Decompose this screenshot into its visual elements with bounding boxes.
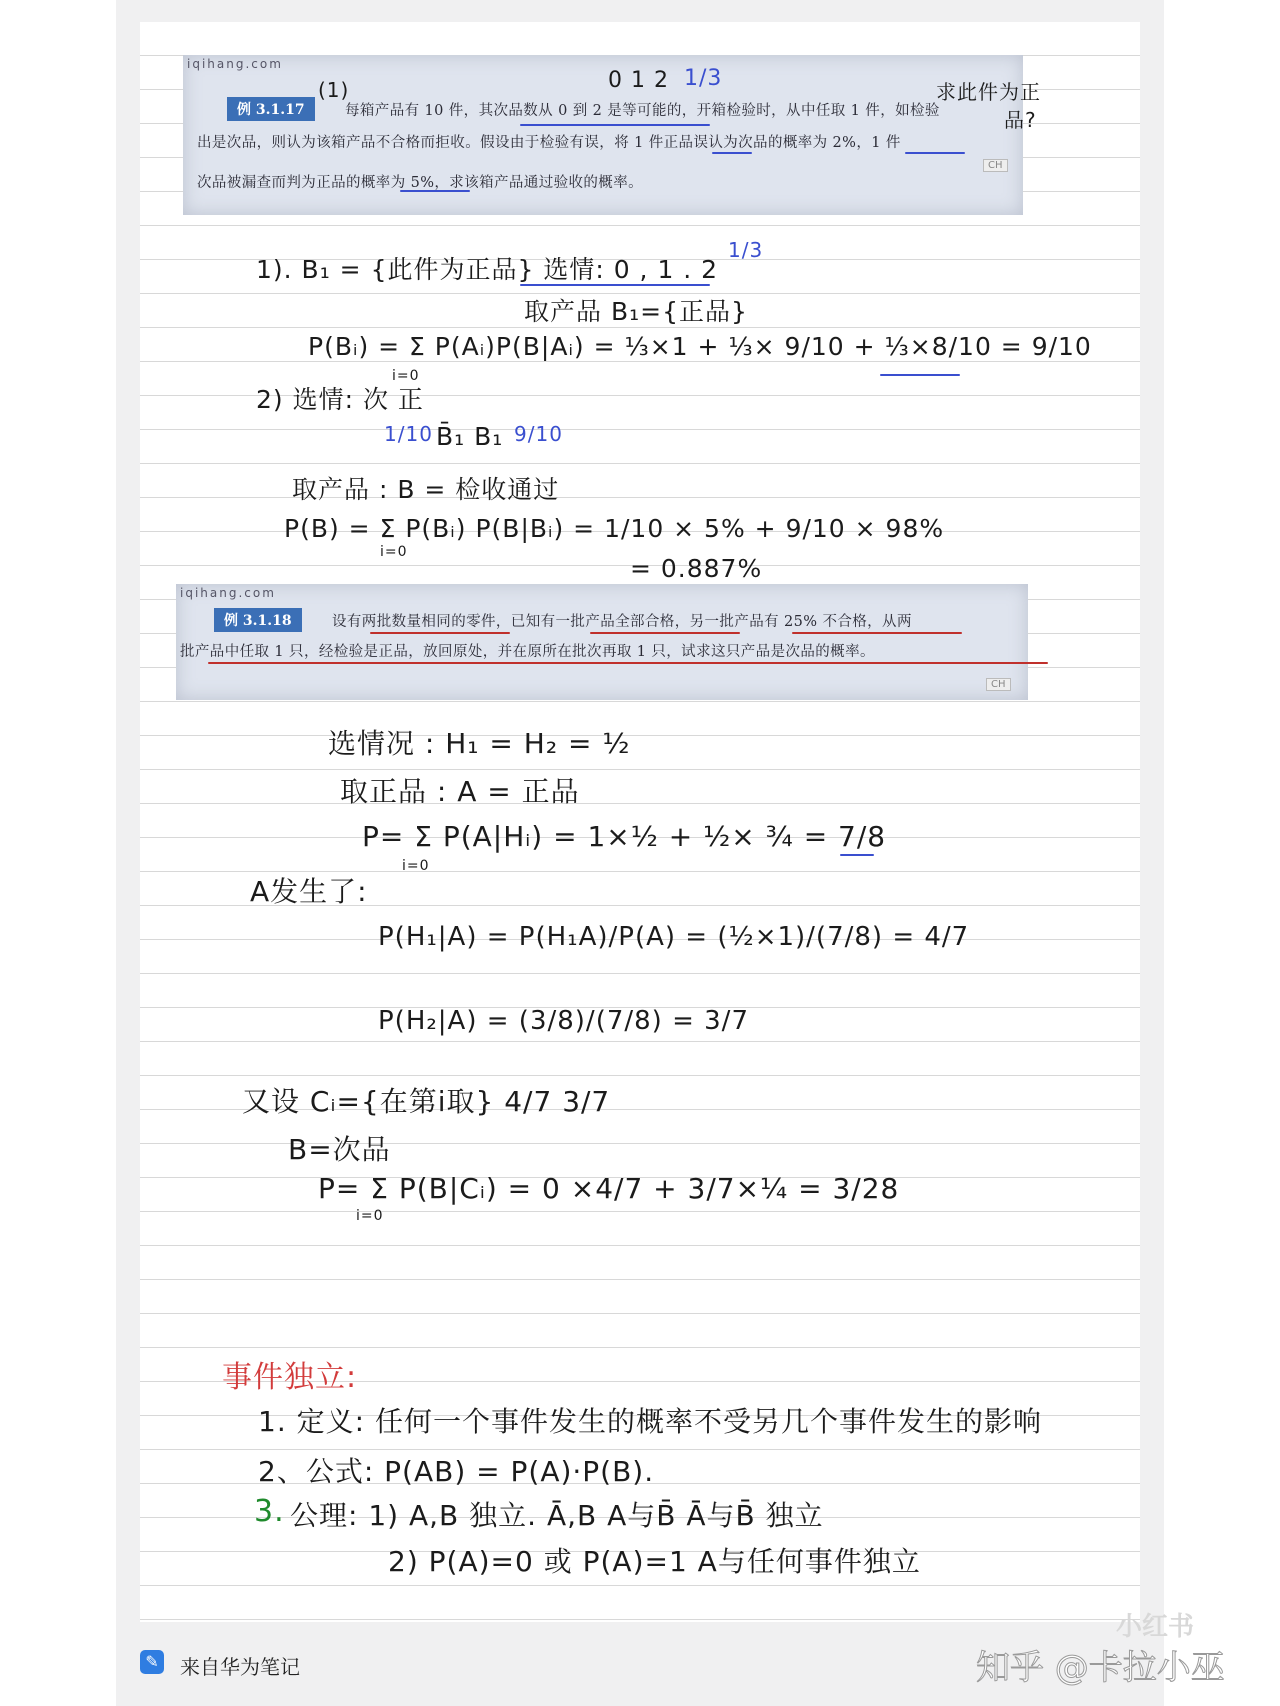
underline-mark — [712, 152, 752, 154]
hw-subscript: i=0 — [356, 1208, 384, 1224]
hw-result: = 0.887% — [630, 554, 763, 583]
hw-formula: P(H₂|A) = (3/8)/(7/8) = 3/7 — [378, 1006, 749, 1036]
hw-fraction: 1/3 — [728, 238, 764, 262]
underline-mark — [880, 374, 960, 376]
hw-subscript: i=0 — [380, 544, 408, 560]
hw-line: 取正品 : A = 正品 — [340, 775, 580, 808]
hw-item-number: 3. — [254, 1494, 285, 1529]
hw-formula: P(Bᵢ) = Σ P(Aᵢ)P(B|Aᵢ) = ⅓×1 + ⅓× 9/10 + ⅓×8/10 = 9/10 — [308, 332, 1092, 361]
example-tag: 例 3.1.18 — [214, 608, 302, 632]
hw-line: A发生了: — [250, 875, 368, 908]
underline-mark — [792, 632, 962, 634]
clip-corner-control: CH — [983, 159, 1008, 172]
hw-line: 选情况 : H₁ = H₂ = ½ — [328, 727, 631, 760]
clip-text-line: 批产品中任取 1 只，经检验是正品，放回原处，并在原所在批次再取 1 只，试求这只产品是次品的概率。 — [180, 644, 875, 660]
underline-mark — [370, 632, 510, 634]
hw-line: 1). B₁ = {此件为正品} 选情: 0 , 1 . 2 — [256, 255, 719, 284]
zhihu-watermark: 知乎 @卡拉小巫 — [976, 1648, 1225, 1688]
hw-formula: P(B) = Σ P(Bᵢ) P(B|Bᵢ) = 1/10 × 5% + 9/10 × 98% — [284, 514, 945, 543]
textbook-clip-example-3-1-18 — [176, 584, 1028, 700]
clip-site-label: iqihang.com — [180, 586, 276, 600]
hw-formula: P= Σ P(B|Cᵢ) = 0 ×4/7 + 3/7×¼ = 3/28 — [318, 1172, 900, 1205]
hw-fraction: 9/10 — [514, 422, 563, 446]
hw-fraction: 1/10 — [384, 422, 433, 446]
clip-text-line: 次品被漏查而判为正品的概率为 5%，求该箱产品通过验收的概率。 — [197, 175, 644, 191]
underline-mark — [208, 662, 1048, 664]
xiaohongshu-watermark: 小红书 — [1116, 1612, 1195, 1642]
hw-line: 又设 Cᵢ={在第i取} 4/7 3/7 — [242, 1085, 611, 1118]
notebook-page — [140, 22, 1140, 1622]
annotation-side-note: 求此件为正 — [936, 80, 1041, 104]
huawei-notes-icon: ✎ — [140, 1650, 164, 1674]
clip-corner-control: CH — [986, 678, 1011, 691]
textbook-clip-example-3-1-17 — [183, 55, 1023, 215]
clip-text-line: 设有两批数量相同的零件，已知有一批产品全部合格，另一批产品有 25% 不合格，从两 — [332, 614, 912, 630]
annotation-fraction: 1/3 — [684, 66, 723, 91]
underline-mark — [840, 854, 874, 856]
underline-mark — [590, 632, 740, 634]
hw-line: B=次品 — [288, 1133, 391, 1166]
example-tag: 例 3.1.17 — [227, 97, 315, 121]
annotation-side-note: 品? — [1004, 108, 1037, 132]
hw-line: 取产品 : B = 检收通过 — [292, 475, 560, 504]
hw-formula: 2、公式: P(AB) = P(A)·P(B). — [258, 1455, 655, 1488]
hw-subscript: i=0 — [392, 368, 420, 384]
hw-axiom: 2) P(A)=0 或 P(A)=1 A与任何事件独立 — [388, 1545, 921, 1578]
annotation-part-mark: (1) — [318, 78, 350, 102]
hw-line: 取产品 B₁={正品} — [524, 297, 748, 326]
hw-axiom: 公理: 1) A,B 独立. Ā,B A与B̄ Ā与B̄ 独立 — [290, 1499, 824, 1532]
annotation-counts: 0 1 2 — [608, 68, 669, 93]
underline-mark — [520, 124, 710, 126]
hw-definition: 1. 定义: 任何一个事件发生的概率不受另几个事件发生的影响 — [258, 1405, 1042, 1438]
clip-site-label: iqihang.com — [187, 57, 283, 71]
hw-line: B̄₁ B₁ — [436, 422, 504, 451]
hw-formula: P(H₁|A) = P(H₁A)/P(A) = (½×1)/(7/8) = 4/7 — [378, 922, 970, 952]
underline-mark — [520, 284, 710, 286]
underline-mark — [400, 190, 470, 192]
hw-subscript: i=0 — [402, 858, 430, 874]
clip-text-line: 每箱产品有 10 件，其次品数从 0 到 2 是等可能的，开箱检验时，从中任取 1 件，如检验 — [345, 103, 940, 119]
hw-formula: P= Σ P(A|Hᵢ) = 1×½ + ½× ¾ = 7/8 — [362, 820, 887, 853]
footer-source-text: 来自华为笔记 — [180, 1655, 300, 1679]
hw-line: 2) 选情: 次 正 — [256, 385, 424, 414]
underline-mark — [905, 152, 965, 154]
clip-text-line: 出是次品，则认为该箱产品不合格而拒收。假设由于检验有误，将 1 件正品误认为次品的概率为 2%，1 件 — [197, 135, 901, 151]
section-title-independence: 事件独立: — [222, 1360, 358, 1395]
